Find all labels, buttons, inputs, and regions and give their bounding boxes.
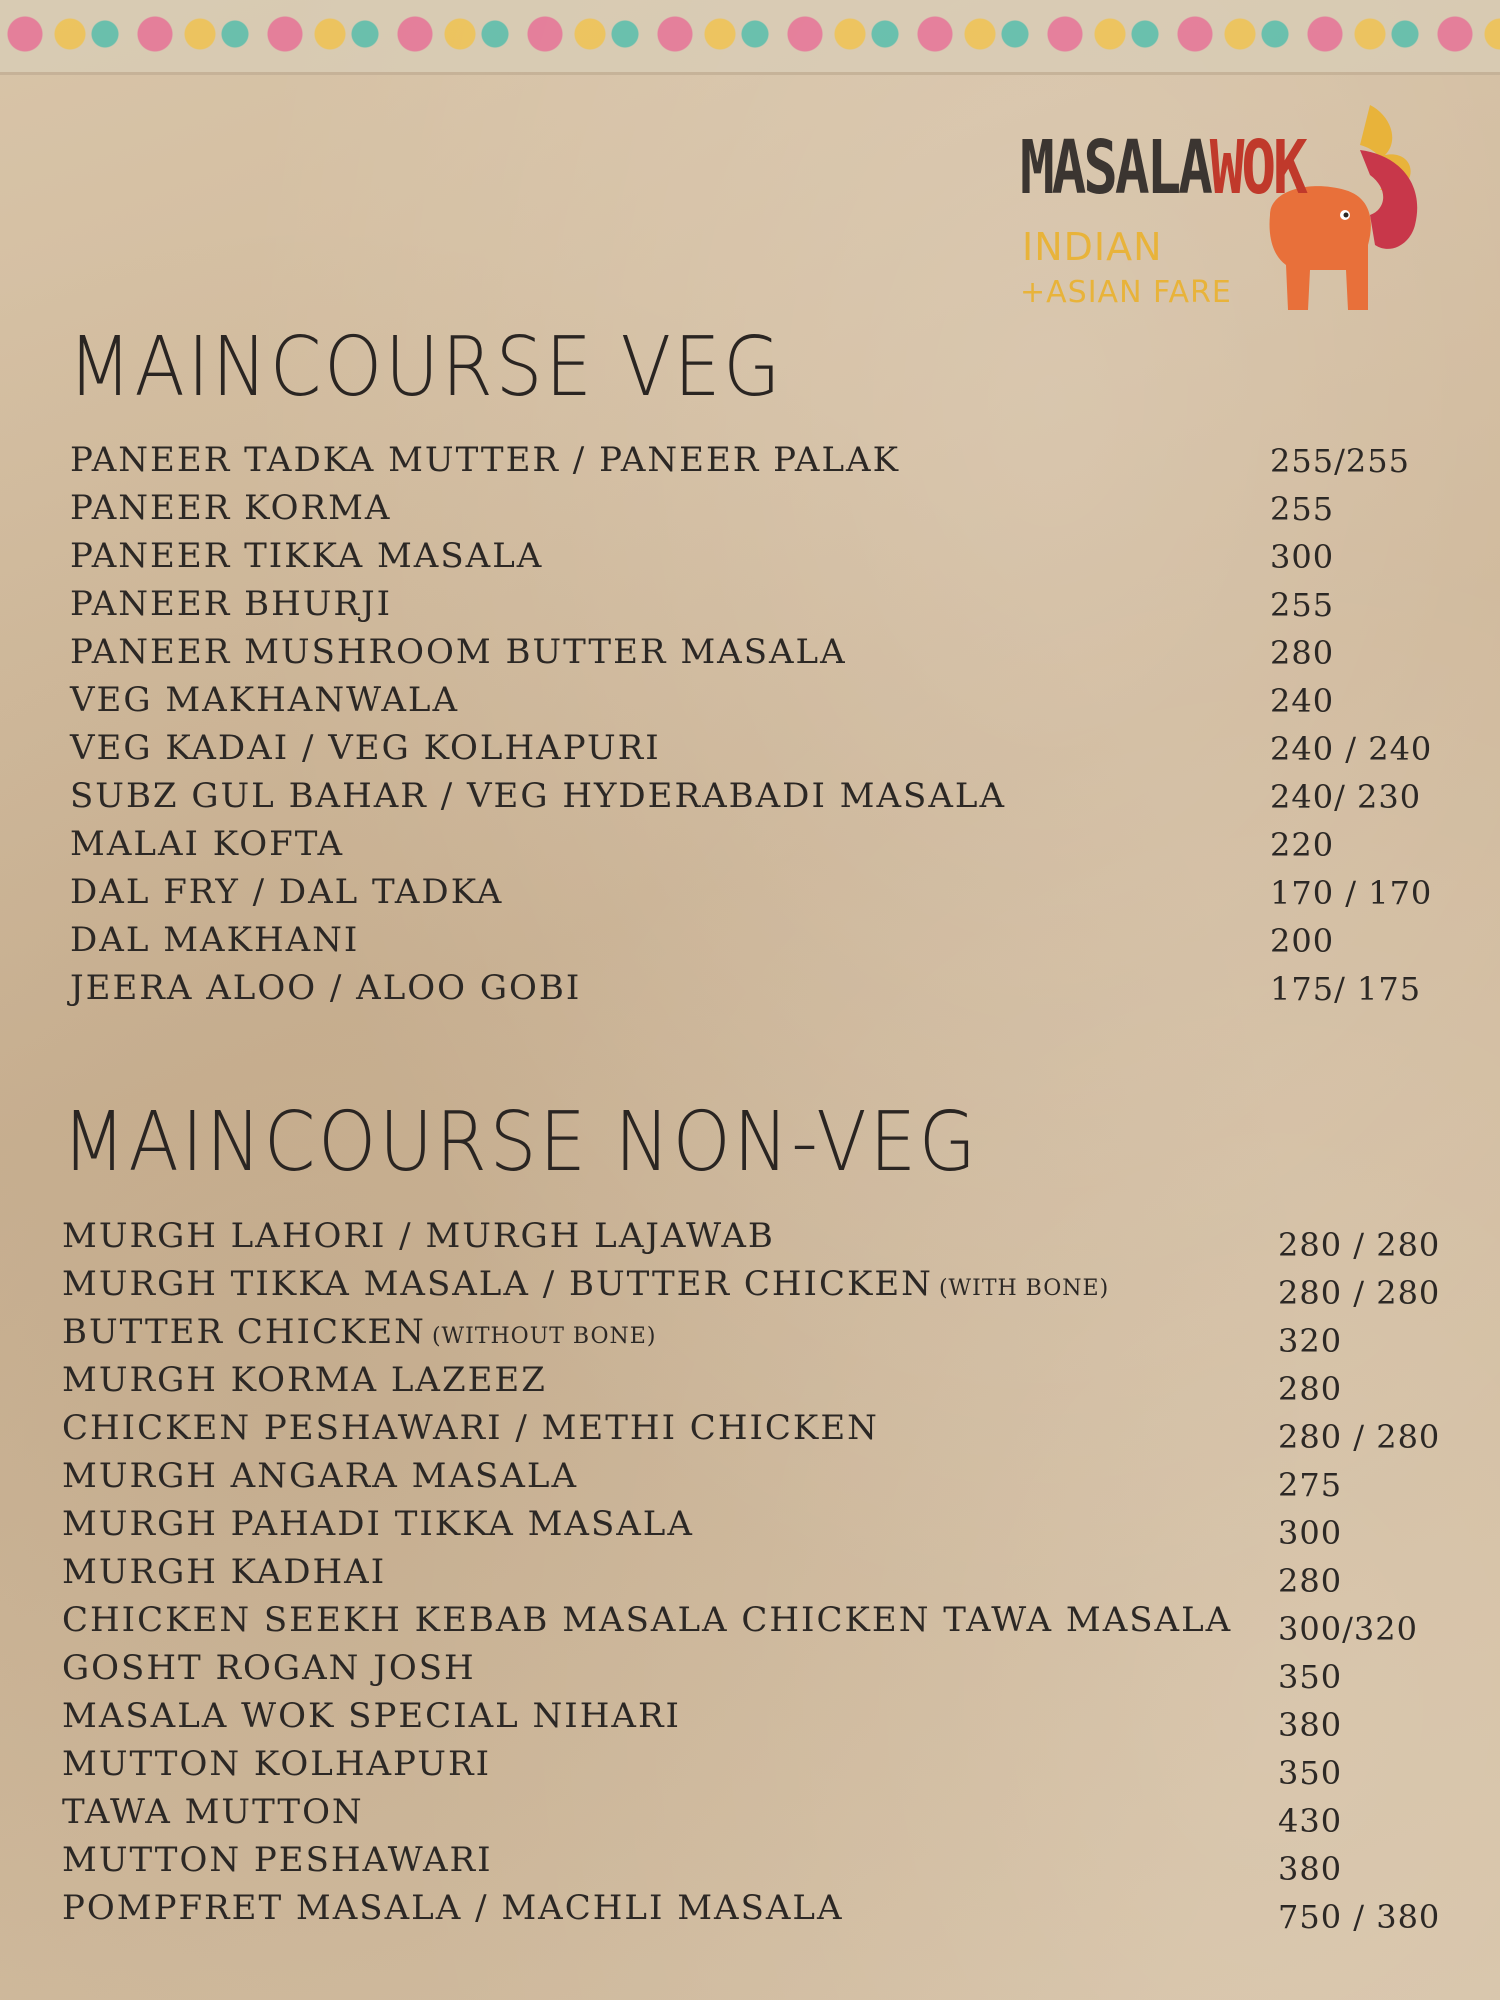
- menu-item-price: 175/ 175: [1270, 970, 1422, 1008]
- menu-item-price: 280 / 280: [1278, 1418, 1441, 1456]
- menu-item-name-text: PANEER TIKKA MASALA: [70, 536, 544, 576]
- menu-item-price: 255: [1270, 490, 1335, 528]
- menu-item-name: [70, 968, 581, 1008]
- menu-item-name: [62, 1264, 1109, 1304]
- menu-item-price: 300: [1270, 538, 1335, 576]
- menu-item-price: 240 / 240: [1270, 730, 1433, 768]
- menu-item-name: [70, 680, 459, 720]
- menu-item-name: [62, 1216, 775, 1256]
- menu-item-name-text: BUTTER CHICKEN: [62, 1312, 426, 1352]
- menu-item-name-text: VEG MAKHANWALA: [70, 680, 460, 720]
- menu-item-price: 350: [1278, 1658, 1343, 1696]
- menu-item-name-text: MURGH KADHAI: [62, 1552, 387, 1592]
- menu-item-name-text: TAWA MUTTON: [62, 1792, 364, 1832]
- logo-wordmark: [1020, 125, 1305, 211]
- menu-item-name-text: PANEER TADKA MUTTER / PANEER PALAK: [70, 440, 901, 480]
- menu-item-name: [70, 920, 359, 960]
- menu-item-name: [70, 632, 847, 672]
- menu-item-name: [62, 1792, 364, 1832]
- menu-item-name: [70, 440, 900, 480]
- menu-item-name: [62, 1648, 476, 1688]
- menu-item-name-text: DAL FRY / DAL TADKA: [70, 872, 504, 912]
- menu-item-price: 170 / 170: [1270, 874, 1433, 912]
- menu-item-name: [62, 1696, 681, 1736]
- logo-tagline-indian: INDIAN: [1022, 225, 1163, 269]
- menu-item-name-text: MALAI KOFTA: [70, 824, 345, 864]
- menu-item-price: 280 / 280: [1278, 1274, 1441, 1312]
- menu-item-name: [62, 1840, 493, 1880]
- menu-item-name: [62, 1360, 547, 1400]
- menu-item-name-text: PANEER BHURJI: [70, 584, 393, 624]
- menu-item-price: 430: [1278, 1802, 1343, 1840]
- logo-wordmark-masala: MASALA: [1020, 125, 1210, 211]
- menu-item-price: 300: [1278, 1514, 1343, 1552]
- menu-item-name: [62, 1456, 578, 1496]
- restaurant-logo: [1010, 95, 1450, 335]
- menu-item-note: (WITHOUT BONE): [431, 1324, 657, 1349]
- menu-item-name-text: DAL MAKHANI: [70, 920, 360, 960]
- logo-wordmark-wok: WOK: [1209, 125, 1305, 211]
- logo-tagline-asian: +ASIAN FARE: [1020, 275, 1232, 310]
- menu-item-name-text: MURGH LAHORI / MURGH LAJAWAB: [62, 1216, 775, 1256]
- menu-item-name: [70, 536, 543, 576]
- menu-item-price: 200: [1270, 922, 1335, 960]
- menu-item-price: 255/255: [1270, 442, 1410, 480]
- section-title-nonveg: MAINCOURSE NON-VEG: [62, 1095, 979, 1190]
- menu-item-name: [62, 1504, 694, 1544]
- menu-item-price: 380: [1278, 1706, 1343, 1744]
- menu-item-price: 750 / 380: [1278, 1898, 1441, 1936]
- menu-item-name: [70, 488, 391, 528]
- menu-item-name-text: MURGH TIKKA MASALA / BUTTER CHICKEN: [62, 1264, 933, 1304]
- menu-item-name-text: JEERA ALOO / ALOO GOBI: [70, 968, 582, 1008]
- menu-item-name-text: CHICKEN PESHAWARI / METHI CHICKEN: [62, 1408, 879, 1448]
- menu-item-name: [70, 824, 344, 864]
- menu-item-name: [70, 872, 503, 912]
- menu-item-name-text: MURGH ANGARA MASALA: [62, 1456, 579, 1496]
- menu-item-price: 380: [1278, 1850, 1343, 1888]
- menu-item-price: 350: [1278, 1754, 1343, 1792]
- menu-item-name-text: POMPFRET MASALA / MACHLI MASALA: [62, 1888, 844, 1928]
- menu-item-name-text: MUTTON PESHAWARI: [62, 1840, 493, 1880]
- menu-item-name: [62, 1408, 879, 1448]
- menu-item-name-text: MASALA WOK SPECIAL NIHARI: [62, 1696, 681, 1736]
- menu-item-name: [62, 1888, 844, 1928]
- menu-item-price: 300/320: [1278, 1610, 1418, 1648]
- menu-item-price: 275: [1278, 1466, 1343, 1504]
- menu-item-price: 255: [1270, 586, 1335, 624]
- menu-item-price: 280: [1278, 1562, 1343, 1600]
- menu-item-name: [62, 1312, 656, 1352]
- menu-item-name-text: SUBZ GUL BAHAR / VEG HYDERABADI MASALA: [70, 776, 1007, 816]
- menu-item-price: 280: [1270, 634, 1335, 672]
- decorative-border: [0, 0, 1500, 75]
- menu-item-name-text: PANEER MUSHROOM BUTTER MASALA: [70, 632, 847, 672]
- menu-item-price: 220: [1270, 826, 1335, 864]
- menu-item-note: (WITH BONE): [938, 1276, 1110, 1301]
- menu-item-name-text: MURGH KORMA LAZEEZ: [62, 1360, 547, 1400]
- menu-item-name: [70, 728, 661, 768]
- menu-item-price: 280: [1278, 1370, 1343, 1408]
- menu-item-name-text: GOSHT ROGAN JOSH: [62, 1648, 476, 1688]
- menu-item-price: 320: [1278, 1322, 1343, 1360]
- menu-item-name-text: MUTTON KOLHAPURI: [62, 1744, 491, 1784]
- menu-item-price: 280 / 280: [1278, 1226, 1441, 1264]
- menu-item-name: [62, 1600, 1232, 1640]
- menu-item-name-text: MURGH PAHADI TIKKA MASALA: [62, 1504, 694, 1544]
- menu-item-name: [62, 1552, 386, 1592]
- menu-item-price: 240/ 230: [1270, 778, 1422, 816]
- menu-item-price: 240: [1270, 682, 1335, 720]
- menu-item-name-text: VEG KADAI / VEG KOLHAPURI: [70, 728, 661, 768]
- menu-item-name-text: CHICKEN SEEKH KEBAB MASALA CHICKEN TAWA MASALA: [62, 1600, 1233, 1640]
- menu-item-name: [70, 584, 392, 624]
- section-title-veg: MAINCOURSE VEG: [68, 320, 784, 415]
- menu-item-name: [62, 1744, 491, 1784]
- menu-item-name: [70, 776, 1006, 816]
- menu-item-name-text: PANEER KORMA: [70, 488, 392, 528]
